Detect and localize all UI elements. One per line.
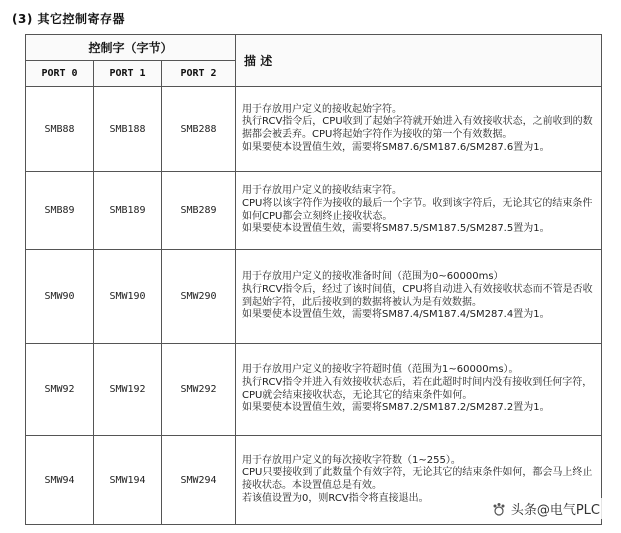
watermark-text: 头条@电气PLC — [510, 503, 600, 518]
description-line: 执行RCV指令后，经过了该时间值，CPU将自动进入有效接收状态而不管是否收到起始字符，此后接收到的数据将被认为是有效数据。 — [242, 283, 593, 308]
header-port-2: PORT 2 — [162, 61, 236, 87]
port0-address: SMW90 — [26, 250, 94, 344]
description-line: 如果要使本设置值生效，需要将SM87.5/SM187.5/SM287.5置为1。 — [242, 223, 550, 235]
port0-address: SMW92 — [26, 344, 94, 436]
table-row — [26, 87, 602, 172]
description-line: CPU将以该字符作为接收的最后一个字节。收到该字符后，无论其它的结束条件如何CPU都会立刻终止接收状态。 — [242, 197, 593, 222]
port1-address: SMW190 — [94, 250, 162, 344]
row-description — [236, 344, 602, 436]
header-port-1: PORT 1 — [94, 61, 162, 87]
port2-address: SMW294 — [162, 436, 236, 525]
port2-address: SMB288 — [162, 87, 236, 172]
port2-address: SMW292 — [162, 344, 236, 436]
paw-logo-icon — [491, 501, 507, 517]
description-line: 若该值设置为0，则RCV指令将直接退出。 — [242, 492, 429, 504]
port1-address: SMB188 — [94, 87, 162, 172]
control-register-table — [25, 34, 602, 525]
description-line: 用于存放用户定义的接收字符超时值（范围为1~60000ms）。 — [242, 364, 519, 376]
port2-address: SMW290 — [162, 250, 236, 344]
row-description — [236, 87, 602, 172]
table-row — [26, 250, 602, 344]
header-port-0: PORT 0 — [26, 61, 94, 87]
port2-address: SMB289 — [162, 172, 236, 250]
description-line: 用于存放用户定义的接收准备时间（范围为0~60000ms） — [242, 271, 504, 283]
header-description: 描 述 — [236, 35, 602, 87]
table-row — [26, 172, 602, 250]
watermark — [488, 498, 603, 519]
description-line: 如果要使本设置值生效，需要将SM87.4/SM187.4/SM287.4置为1。 — [242, 309, 550, 321]
description-line: CPU只要接收到了此数量个有效字符，无论其它的结束条件如何，都会马上终止接收状态。本设置值总是有效。 — [242, 467, 593, 491]
description-line: 用于存放用户定义的每次接收字符数（1~255）。 — [242, 454, 461, 466]
description-line: 用于存放用户定义的接收起始字符。 — [242, 103, 403, 115]
port1-address: SMW194 — [94, 436, 162, 525]
row-description — [236, 172, 602, 250]
port0-address: SMW94 — [26, 436, 94, 525]
section-title: (3) 其它控制寄存器 — [12, 12, 125, 26]
port1-address: SMB189 — [94, 172, 162, 250]
description-line: 执行RCV指令并进入有效接收状态后，若在此超时时间内没有接收到任何字符，CPU就会结束接收状态，无论其它的结束条件如何。 — [242, 376, 593, 401]
description-line: 如果要使本设置值生效，需要将SM87.2/SM187.2/SM287.2置为1。 — [242, 402, 550, 414]
description-line: 如果要使本设置值生效，需要将SM87.6/SM187.6/SM287.6置为1。 — [242, 141, 550, 153]
description-line: 执行RCV指令后，CPU收到了起始字符就开始进入有效接收状态，之前收到的数据都会被丢弃。CPU将起始字符作为接收的第一个有效数据。 — [242, 116, 593, 140]
description-line: 用于存放用户定义的接收结束字符。 — [242, 185, 403, 197]
row-description — [236, 250, 602, 344]
header-control-word: 控制字（字节） — [26, 35, 236, 61]
port0-address: SMB89 — [26, 172, 94, 250]
table-row — [26, 344, 602, 436]
port0-address: SMB88 — [26, 87, 94, 172]
port1-address: SMW192 — [94, 344, 162, 436]
